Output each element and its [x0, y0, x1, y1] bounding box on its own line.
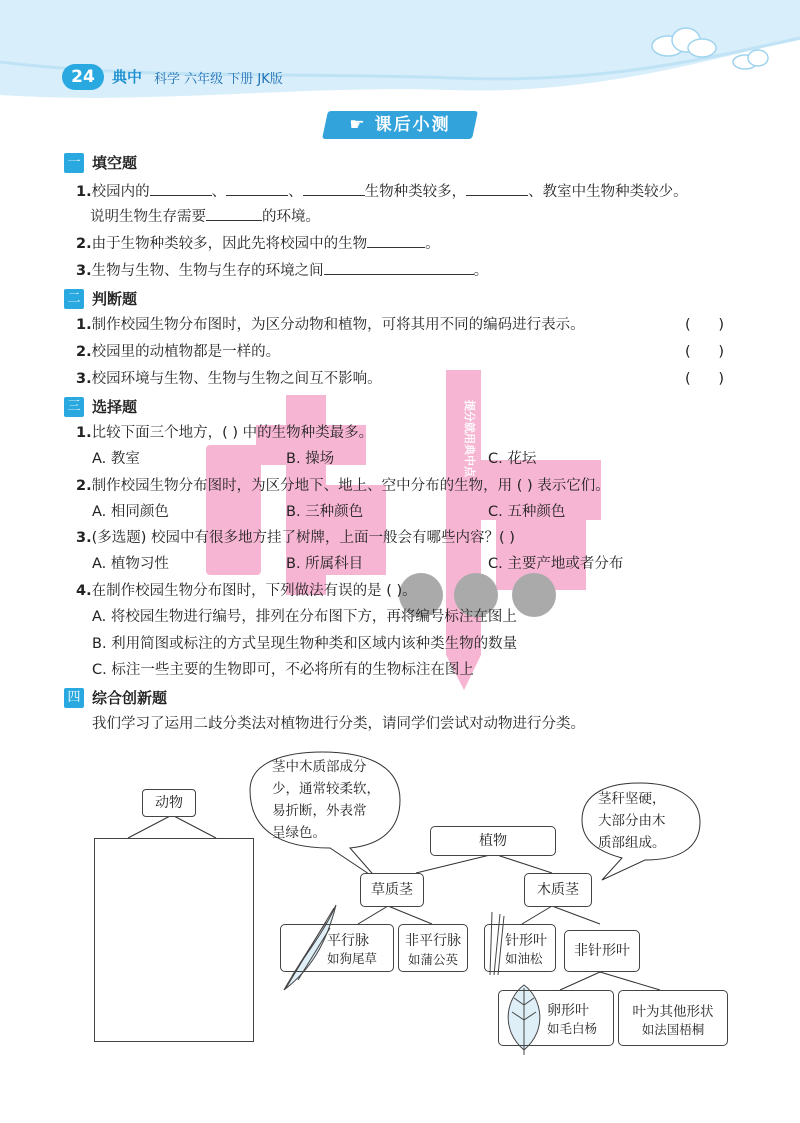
judge-question-3: 3.校园环境与生物、生物与生物之间互不影响。 [76, 371, 382, 387]
ovate-leaf-box: 卵形叶 如毛白杨 [498, 990, 614, 1046]
non-parallel-vein-box: 非平行脉 如蒲公英 [398, 924, 468, 972]
non-needle-leaf-box: 非针形叶 [564, 930, 640, 972]
series-title: 科学 六年级 下册 JK版 [154, 72, 283, 87]
option-b[interactable]: B. 所属科目 [286, 556, 364, 572]
answer-paren[interactable]: ( ) [685, 371, 724, 387]
animal-box: 动物 [142, 789, 196, 817]
needle-leaf-box: 针形叶 如油松 [484, 924, 556, 972]
option-c[interactable]: C. 标注一些主要的生物即可，不必将所有的生物标注在图上 [92, 662, 474, 678]
bubble-left-text: 茎中木质部成分 少，通常较柔软， 易折断，外表常 呈绿色。 [272, 759, 380, 841]
answer-paren[interactable]: ( ) [685, 344, 724, 360]
choice-question-1: 1.比较下面三个地方，( ) 中的生物种类最多。 [76, 425, 374, 441]
plant-box: 植物 [430, 826, 556, 856]
page-number: 24 [62, 64, 104, 90]
other-leaf-box: 叶为其他形状 如法国梧桐 [618, 990, 728, 1046]
judge-question-1: 1.制作校园生物分布图时，为区分动物和植物，可将其用不同的编码进行表示。 [76, 317, 585, 333]
choice-question-4: 4.在制作校园生物分布图时，下列做法有误的是 ( )。 [76, 583, 417, 599]
option-a[interactable]: A. 教室 [92, 451, 140, 467]
choice-question-3: 3.(多选题) 校园中有很多地方挂了树牌，上面一般会有哪些内容？( ) [76, 530, 515, 546]
section-number: 二 [64, 289, 84, 309]
option-a[interactable]: A. 相同颜色 [92, 504, 169, 520]
section-title: 填空题 [92, 154, 138, 172]
fill-question-1-continued: 说明生物生存需要 的环境。 [90, 206, 320, 227]
option-b[interactable]: B. 利用简图或标注的方式呈现生物种类和区域内该种类生物的数量 [92, 636, 518, 652]
pointing-hand-icon: ☛ [349, 115, 367, 135]
section-number: 三 [64, 397, 84, 417]
section-number: 四 [64, 688, 84, 708]
watermark-slogan: 提分就用典中点 [463, 400, 476, 477]
section-number: 一 [64, 153, 84, 173]
fill-question-2: 2.由于生物种类较多，因此先将校园中的生物 。 [76, 233, 440, 254]
fill-question-3: 3.生物与生物、生物与生存的环境之间 。 [76, 260, 488, 281]
section-title: 选择题 [92, 398, 138, 416]
answer-paren[interactable]: ( ) [685, 317, 724, 333]
section-title: 综合创新题 [92, 689, 168, 707]
option-c[interactable]: C. 主要产地或者分布 [488, 556, 624, 572]
brand-logo: 典中 [112, 68, 143, 86]
section-title: 判断题 [92, 290, 138, 308]
fill-question-1: 1.校园内的 、 、 生物种类较多， 、教室中生物种类较少。 [76, 181, 688, 202]
option-c[interactable]: C. 花坛 [488, 451, 537, 467]
option-a[interactable]: A. 将校园生物进行编号，排列在分布图下方，再将编号标注在图上 [92, 609, 517, 625]
creative-intro: 我们学习了运用二歧分类法对植物进行分类，请同学们尝试对动物进行分类。 [92, 716, 585, 732]
animal-answer-area[interactable] [94, 838, 254, 1042]
option-b[interactable]: B. 三种颜色 [286, 504, 364, 520]
banner-title: 课后小测 [374, 115, 451, 135]
parallel-vein-box: 平行脉 如狗尾草 [280, 924, 394, 972]
wood-stem-box: 木质茎 [524, 873, 592, 907]
bubble-right-text: 茎秆坚硬， 大部分由木 质部组成。 [598, 791, 666, 851]
option-a[interactable]: A. 植物习性 [92, 556, 169, 572]
choice-question-2: 2.制作校园生物分布图时，为区分地下、地上、空中分布的生物，用 ( ) 表示它们。 [76, 478, 610, 494]
option-c[interactable]: C. 五种颜色 [488, 504, 566, 520]
judge-question-2: 2.校园里的动植物都是一样的。 [76, 344, 281, 360]
herb-stem-box: 草质茎 [360, 873, 424, 907]
option-b[interactable]: B. 操场 [286, 451, 335, 467]
watermark-since: Since 1994 [427, 450, 440, 518]
